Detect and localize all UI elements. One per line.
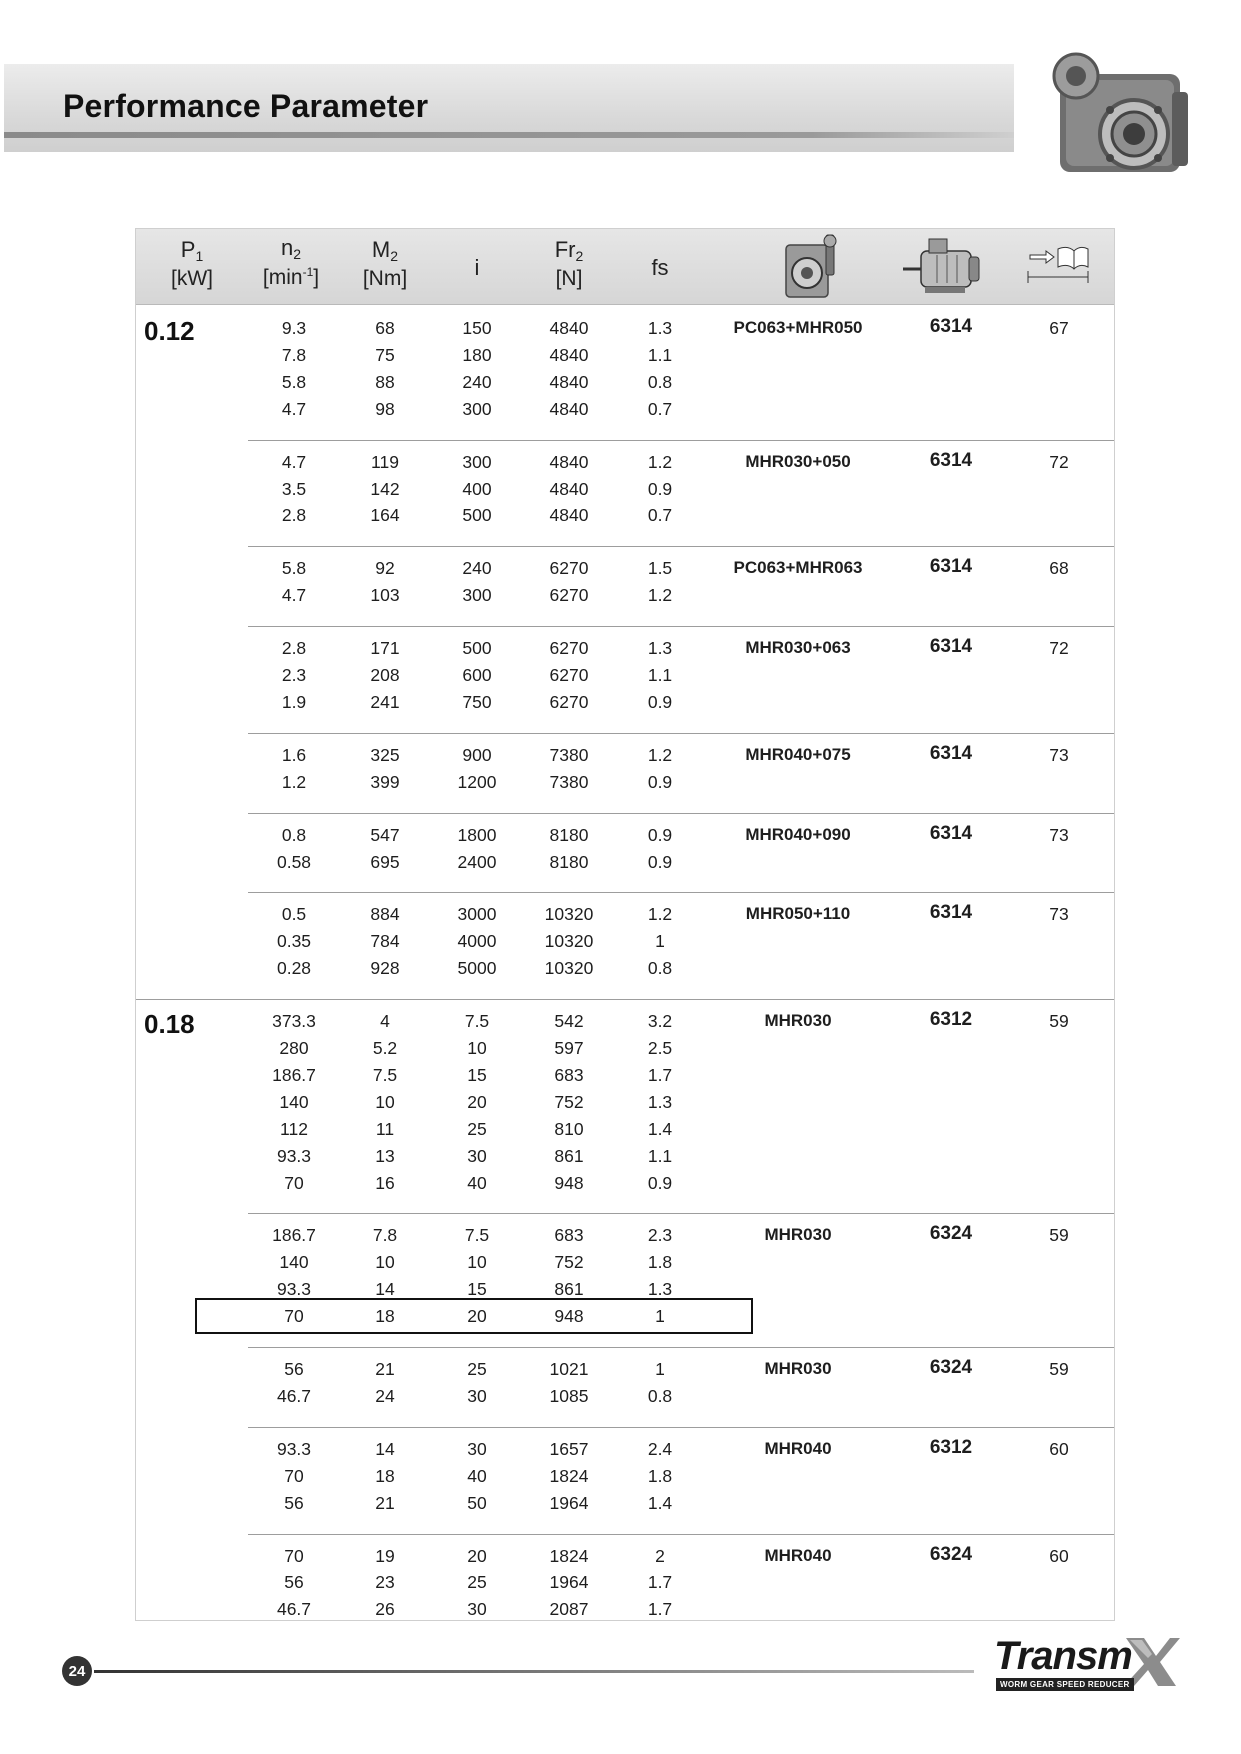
cell-fs: 0.9 xyxy=(647,478,673,499)
cell-fr2: 4840 xyxy=(549,505,589,526)
group-divider xyxy=(248,892,1114,893)
cell-i: 7.5 xyxy=(464,1225,490,1246)
cell-i: 30 xyxy=(467,1145,487,1166)
cell-i: 3000 xyxy=(457,904,497,925)
cell-i: 4000 xyxy=(457,931,497,952)
worm-gearbox-illustration-icon xyxy=(1052,42,1194,182)
brand-tagline: WORM GEAR SPEED REDUCER xyxy=(996,1678,1134,1691)
cell-n2: 93.3 xyxy=(276,1145,312,1166)
group-divider xyxy=(248,440,1114,441)
cell-m2: 5.2 xyxy=(372,1038,398,1058)
brand-name: Transm xyxy=(994,1634,1132,1678)
cell-fr2: 6270 xyxy=(549,691,589,712)
cell-fr2: 1824 xyxy=(549,1545,589,1566)
cell-n2: 9.3 xyxy=(281,318,307,338)
cell-i: 300 xyxy=(462,451,492,472)
cell-m2: 7.5 xyxy=(372,1064,398,1085)
cell-i: 1200 xyxy=(457,771,497,792)
cell-n2: 56 xyxy=(284,1492,304,1513)
cell-m2: 695 xyxy=(370,851,400,872)
cell-m2: 14 xyxy=(375,1279,395,1300)
cell-m2: 16 xyxy=(375,1172,395,1193)
cell-fr2: 542 xyxy=(554,1011,584,1032)
cell-n2: 186.7 xyxy=(272,1225,316,1246)
cell-fr2: 752 xyxy=(554,1091,584,1112)
cell-fs: 0.9 xyxy=(647,824,673,845)
cell-n2: 2.8 xyxy=(281,505,307,526)
cell-i: 150 xyxy=(462,318,492,338)
cell-fs: 1.1 xyxy=(647,665,673,685)
cell-m2: 19 xyxy=(375,1545,395,1566)
cell-m2: 98 xyxy=(375,398,395,419)
cell-fs: 1.4 xyxy=(647,1118,673,1139)
manual-dimension-icon xyxy=(1024,243,1092,285)
cell-fs: 1.3 xyxy=(647,1279,673,1300)
cell-fr2: 810 xyxy=(554,1118,584,1139)
highlighted-row-box xyxy=(195,1298,753,1334)
cell-fs: 1.8 xyxy=(647,1252,673,1273)
group-divider xyxy=(248,733,1114,734)
cell-fs: 1.5 xyxy=(647,558,673,579)
cell-i: 30 xyxy=(467,1438,487,1459)
cell-fs: 1.7 xyxy=(647,1599,673,1620)
cell-fs: 1.1 xyxy=(647,1145,673,1166)
cell-fs: 1.7 xyxy=(647,1064,673,1085)
cell-fs: 1 xyxy=(655,931,665,952)
page-number: 24 xyxy=(62,1656,92,1686)
cell-i: 240 xyxy=(462,558,492,579)
cell-fr2: 683 xyxy=(554,1225,584,1246)
group-divider xyxy=(248,546,1114,547)
cell-n2: 1.2 xyxy=(281,771,307,792)
gearbox-model: MHR030 xyxy=(764,1225,832,1245)
cell-fr2: 4840 xyxy=(549,344,589,365)
cell-fr2: 683 xyxy=(554,1064,584,1085)
group-divider xyxy=(248,1213,1114,1214)
cell-i: 500 xyxy=(462,505,492,526)
cell-i: 30 xyxy=(467,1599,487,1620)
cell-i: 40 xyxy=(467,1465,487,1486)
cell-fs: 1.4 xyxy=(647,1492,673,1513)
catalog-page-ref: 67 xyxy=(1049,318,1069,338)
power-value: 0.12 xyxy=(144,316,195,346)
cell-fr2: 861 xyxy=(554,1279,584,1300)
cell-fr2: 861 xyxy=(554,1145,584,1166)
cell-n2: 5.8 xyxy=(281,558,307,579)
cell-n2: 3.5 xyxy=(281,478,307,499)
cell-m2: 164 xyxy=(370,505,400,526)
page-title: Performance Parameter xyxy=(63,88,429,124)
cell-i: 5000 xyxy=(457,958,497,979)
cell-n2: 0.58 xyxy=(276,851,312,872)
group-divider xyxy=(248,1427,1114,1428)
header-fs: fs xyxy=(651,255,669,280)
cell-fs: 0.8 xyxy=(647,371,673,392)
cell-fr2: 10320 xyxy=(544,958,594,979)
cell-fs: 0.7 xyxy=(647,505,673,526)
cell-m2: 21 xyxy=(375,1359,395,1379)
cell-m2: 142 xyxy=(370,478,400,499)
gearbox-model: MHR050+110 xyxy=(745,904,851,924)
motor-frame: 6314 xyxy=(929,449,973,471)
cell-fr2: 2087 xyxy=(549,1599,589,1620)
cell-fr2: 948 xyxy=(554,1172,584,1193)
cell-fs: 0.9 xyxy=(647,691,673,712)
cell-fr2: 1964 xyxy=(549,1492,589,1513)
brand-logo xyxy=(994,1634,1184,1690)
catalog-page-ref: 60 xyxy=(1049,1438,1069,1459)
cell-m2: 26 xyxy=(375,1599,395,1620)
cell-fs: 1.7 xyxy=(647,1572,673,1593)
cell-n2: 1.9 xyxy=(281,691,307,712)
catalog-page-ref: 73 xyxy=(1049,824,1069,845)
cell-fr2: 1824 xyxy=(549,1465,589,1486)
cell-n2: 2.3 xyxy=(281,665,307,685)
cell-i: 300 xyxy=(462,398,492,419)
motor-frame: 6314 xyxy=(929,556,973,578)
cell-fs: 2.4 xyxy=(647,1438,673,1459)
cell-fr2: 752 xyxy=(554,1252,584,1273)
catalog-page-ref: 59 xyxy=(1049,1359,1069,1379)
cell-fr2: 1657 xyxy=(549,1438,589,1459)
footer-divider xyxy=(94,1670,974,1673)
cell-fs: 0.9 xyxy=(647,851,673,872)
cell-i: 20 xyxy=(467,1091,487,1112)
cell-fs: 1.1 xyxy=(647,344,673,365)
cell-fs: 1.3 xyxy=(647,1091,673,1112)
cell-m2: 7.8 xyxy=(372,1225,398,1246)
cell-i: 10 xyxy=(467,1038,487,1058)
cell-i: 25 xyxy=(467,1118,487,1139)
worm-gearbox-icon xyxy=(782,231,840,301)
cell-n2: 112 xyxy=(280,1118,308,1139)
cell-i: 240 xyxy=(462,371,492,392)
cell-m2: 18 xyxy=(375,1306,395,1327)
cell-fr2: 597 xyxy=(554,1038,584,1058)
cell-fr2: 6270 xyxy=(549,558,589,579)
header-i: i xyxy=(474,255,480,280)
cell-n2: 70 xyxy=(284,1465,304,1486)
cell-n2: 46.7 xyxy=(276,1385,312,1406)
cell-n2: 280 xyxy=(279,1038,309,1058)
cell-n2: 93.3 xyxy=(276,1438,312,1459)
motor-frame: 6312 xyxy=(929,1436,973,1458)
cell-n2: 0.8 xyxy=(281,824,307,845)
cell-n2: 4.7 xyxy=(281,398,307,419)
cell-fs: 1.3 xyxy=(647,318,673,338)
cell-m2: 10 xyxy=(375,1252,395,1273)
cell-n2: 4.7 xyxy=(281,585,307,606)
cell-i: 500 xyxy=(462,638,492,659)
cell-m2: 171 xyxy=(370,638,400,659)
cell-m2: 13 xyxy=(375,1145,395,1166)
cell-m2: 784 xyxy=(370,931,400,952)
cell-n2: 70 xyxy=(284,1306,304,1327)
power-value: 0.18 xyxy=(144,1009,195,1040)
motor-frame: 6314 xyxy=(929,902,973,924)
cell-n2: 0.35 xyxy=(276,931,312,952)
cell-m2: 884 xyxy=(370,904,400,925)
cell-i: 7.5 xyxy=(464,1011,490,1032)
cell-m2: 928 xyxy=(370,958,400,979)
cell-fs: 2 xyxy=(655,1545,665,1566)
cell-n2: 56 xyxy=(284,1359,304,1379)
catalog-page-ref: 73 xyxy=(1049,904,1069,925)
cell-fr2: 6270 xyxy=(549,585,589,606)
cell-m2: 4 xyxy=(380,1011,390,1032)
cell-n2: 2.8 xyxy=(281,638,307,659)
cell-i: 40 xyxy=(467,1172,487,1193)
cell-n2: 70 xyxy=(284,1545,304,1566)
catalog-page-ref: 73 xyxy=(1049,744,1069,765)
cell-n2: 373.3 xyxy=(272,1011,316,1032)
cell-m2: 547 xyxy=(370,824,400,845)
cell-m2: 23 xyxy=(375,1572,395,1593)
cell-m2: 92 xyxy=(375,558,395,579)
table-header-row xyxy=(136,229,1114,305)
motor-frame: 6324 xyxy=(929,1357,973,1378)
cell-n2: 140 xyxy=(279,1091,309,1112)
cell-i: 300 xyxy=(462,585,492,606)
cell-fs: 0.7 xyxy=(647,398,673,419)
cell-m2: 21 xyxy=(375,1492,395,1513)
cell-fr2: 948 xyxy=(554,1306,584,1327)
cell-m2: 14 xyxy=(375,1438,395,1459)
cell-n2: 93.3 xyxy=(276,1279,312,1300)
gearbox-model: MHR030+050 xyxy=(745,451,851,471)
cell-fs: 0.8 xyxy=(647,1385,673,1406)
cell-fr2: 1021 xyxy=(549,1359,589,1379)
motor-frame: 6314 xyxy=(929,822,973,844)
cell-m2: 11 xyxy=(375,1118,395,1139)
cell-fs: 1.2 xyxy=(647,904,673,925)
cell-n2: 70 xyxy=(284,1172,304,1193)
cell-m2: 208 xyxy=(370,665,400,685)
cell-m2: 399 xyxy=(370,771,400,792)
cell-i: 10 xyxy=(467,1252,487,1273)
motor-frame: 6314 xyxy=(929,316,973,337)
cell-i: 20 xyxy=(467,1306,487,1327)
cell-n2: 0.28 xyxy=(276,958,312,979)
cell-i: 20 xyxy=(467,1545,487,1566)
header-m2: $M_2$ [Nm] xyxy=(362,237,408,290)
gearbox-model: MHR040 xyxy=(764,1545,832,1565)
gearbox-model: MHR030 xyxy=(764,1359,832,1378)
cell-fs: 0.8 xyxy=(647,958,673,979)
group-divider xyxy=(248,1347,1114,1348)
cell-n2: 46.7 xyxy=(276,1599,312,1620)
cell-fr2: 8180 xyxy=(549,824,589,845)
header-fr2: $Fr_2$ [N] xyxy=(554,237,584,290)
cell-n2: 186.7 xyxy=(272,1064,316,1085)
performance-table xyxy=(135,228,1115,1621)
cell-fs: 1 xyxy=(655,1306,665,1327)
group-divider xyxy=(248,1534,1114,1535)
motor-frame: 6312 xyxy=(929,1009,973,1031)
cell-fs: 3.2 xyxy=(647,1011,673,1032)
cell-n2: 140 xyxy=(279,1252,309,1273)
cell-n2: 1.6 xyxy=(281,744,307,765)
power-section-divider xyxy=(136,999,1114,1000)
cell-fs: 1.3 xyxy=(647,638,673,659)
cell-i: 15 xyxy=(467,1064,487,1085)
cell-i: 2400 xyxy=(457,851,497,872)
cell-m2: 241 xyxy=(370,691,400,712)
motor-frame: 6324 xyxy=(929,1223,973,1245)
cell-i: 25 xyxy=(467,1572,487,1593)
cell-m2: 10 xyxy=(375,1091,395,1112)
cell-m2: 103 xyxy=(370,585,400,606)
cell-i: 30 xyxy=(467,1385,487,1406)
gearbox-model: PC063+MHR050 xyxy=(733,318,863,337)
cell-n2: 4.7 xyxy=(281,451,307,472)
cell-m2: 119 xyxy=(371,451,399,472)
catalog-page-ref: 59 xyxy=(1049,1011,1069,1032)
cell-m2: 75 xyxy=(375,344,395,365)
cell-fr2: 4840 xyxy=(549,318,589,338)
cell-i: 400 xyxy=(462,478,492,499)
cell-fr2: 4840 xyxy=(549,371,589,392)
cell-m2: 325 xyxy=(370,744,400,765)
catalog-page-ref: 72 xyxy=(1049,638,1069,659)
cell-fs: 1.8 xyxy=(647,1465,673,1486)
group-divider xyxy=(248,626,1114,627)
cell-m2: 18 xyxy=(375,1465,395,1486)
cell-i: 15 xyxy=(467,1279,487,1300)
header-divider xyxy=(4,132,1014,138)
gearbox-model: MHR030 xyxy=(764,1011,832,1031)
cell-fs: 1.2 xyxy=(647,451,673,472)
cell-i: 50 xyxy=(467,1492,487,1513)
motor-frame: 6314 xyxy=(929,742,973,764)
cell-m2: 24 xyxy=(375,1385,395,1406)
cell-i: 750 xyxy=(462,691,492,712)
cell-i: 180 xyxy=(462,344,492,365)
cell-fs: 2.5 xyxy=(647,1038,673,1058)
cell-fr2: 7380 xyxy=(549,744,589,765)
motor-frame: 6314 xyxy=(929,636,973,658)
electric-motor-icon xyxy=(901,233,987,299)
gearbox-model: MHR040 xyxy=(764,1438,832,1458)
cell-i: 600 xyxy=(462,665,492,685)
catalog-page-ref: 72 xyxy=(1049,451,1069,472)
catalog-page-ref: 60 xyxy=(1049,1545,1069,1566)
cell-fr2: 6270 xyxy=(549,638,589,659)
motor-frame: 6324 xyxy=(929,1543,973,1565)
catalog-page-ref: 68 xyxy=(1049,558,1069,579)
cell-fr2: 4840 xyxy=(549,398,589,419)
cell-m2: 68 xyxy=(375,318,395,338)
gearbox-model: MHR030+063 xyxy=(745,638,851,658)
cell-fs: 1.2 xyxy=(647,744,673,765)
cell-i: 1800 xyxy=(457,824,497,845)
cell-fs: 2.3 xyxy=(647,1225,673,1246)
cell-n2: 56 xyxy=(284,1572,304,1593)
gearbox-model: MHR040+075 xyxy=(745,744,851,764)
catalog-page-ref: 59 xyxy=(1049,1225,1069,1246)
cell-fs: 1.2 xyxy=(647,585,673,606)
cell-n2: 5.8 xyxy=(281,371,307,392)
cell-fs: 0.9 xyxy=(647,771,673,792)
cell-i: 25 xyxy=(467,1359,487,1379)
cell-fr2: 7380 xyxy=(549,771,589,792)
cell-fr2: 8180 xyxy=(549,851,589,872)
cell-fs: 0.9 xyxy=(647,1172,673,1193)
cell-fr2: 4840 xyxy=(549,478,589,499)
cell-fr2: 10320 xyxy=(544,931,594,952)
header-p1: $P_1$ [kW] xyxy=(171,237,213,290)
gearbox-model: MHR040+090 xyxy=(745,824,851,844)
cell-fr2: 6270 xyxy=(549,665,589,685)
cell-fr2: 10320 xyxy=(544,904,594,925)
gearbox-model: PC063+MHR063 xyxy=(733,558,863,578)
group-divider xyxy=(248,813,1114,814)
cell-fr2: 1964 xyxy=(549,1572,589,1593)
cell-fr2: 1085 xyxy=(549,1385,589,1406)
cell-m2: 88 xyxy=(375,371,395,392)
cell-n2: 0.5 xyxy=(281,904,307,925)
cell-fr2: 4840 xyxy=(549,451,589,472)
cell-fs: 1 xyxy=(655,1359,665,1379)
header-n2: $n_2$ $[\min^{-1}]$ xyxy=(262,235,320,289)
cell-n2: 7.8 xyxy=(281,344,307,365)
cell-i: 900 xyxy=(462,744,492,765)
